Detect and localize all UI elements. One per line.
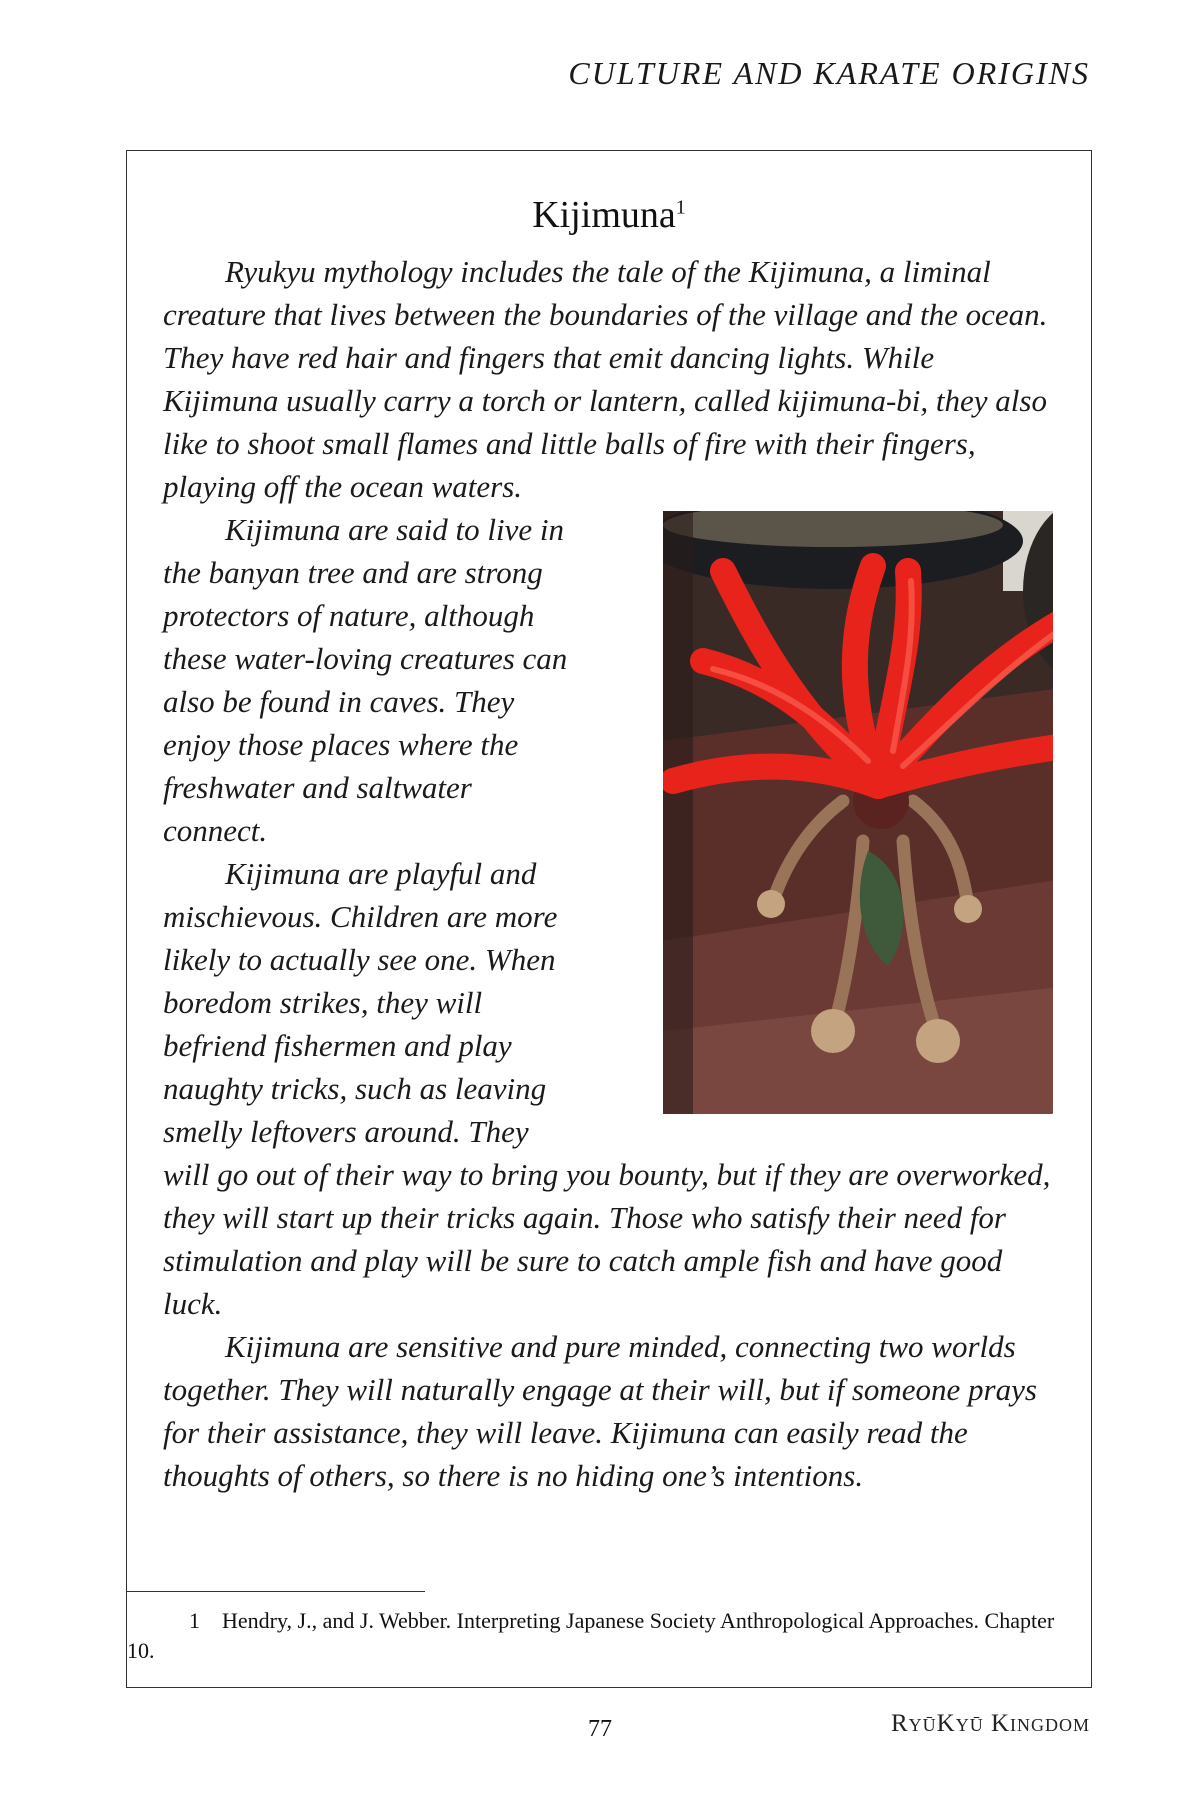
box-title xyxy=(127,193,1091,237)
footnote xyxy=(127,1606,1087,1666)
paragraph-3: Kijimuna are playful and mischievous. Children are more likely to actually see one. When boredom strikes, they will befriend fishermen and play naughty tricks, such as leaving smelly leftovers around. They will go out of their way to bring you bounty, but if they are overworked, they will start up their tricks again. Those who satisfy their need for stimulation and play will be sure to catch ample fish and have good luck. xyxy=(163,856,1051,1321)
page-number: 77 xyxy=(588,1716,612,1742)
footnote-ref[interactable]: 1 xyxy=(675,196,686,219)
photo xyxy=(601,511,1053,1114)
box-title-text: Kijimuna xyxy=(532,194,676,236)
paragraph-4: Kijimuna are sensitive and pure minded, connecting two worlds together. They will naturally engage at their will, but if someone prays for their assistance, they will leave. Kijimuna can easily read the thoughts of others, so there is no hiding one’s intentions. xyxy=(163,1329,1037,1493)
footnote-text: Hendry, J., and J. Webber. Interpreting Japanese Society Anthropological Approaches. Chapter 10. xyxy=(127,1608,1055,1663)
footnote-number: 1 xyxy=(189,1608,200,1633)
paragraph-2-text: Kijimuna are said to live in the banyan tree and are strong protectors of nature, although these water-loving creatures can also be found in caves. They enjoy those places where the freshwater and saltwater connect. xyxy=(163,512,568,848)
box-body xyxy=(163,250,1053,1497)
sidebar-box xyxy=(126,150,1092,1688)
running-footer: RyūKyū Kingdom xyxy=(890,1710,1090,1737)
paragraph-2 xyxy=(163,508,1053,852)
running-header: CULTURE AND KARATE ORIGINS xyxy=(568,55,1090,91)
paragraph-1: Ryukyu mythology includes the tale of the Kijimuna, a liminal creature that lives between the boundaries of the village and the ocean. They have red hair and fingers that emit dancing lights. While Kijimuna usually carry a torch or lantern, called kijimuna-bi, they also like to shoot small flames and little balls of fire with their fingers, playing off the ocean waters. xyxy=(163,254,1048,504)
footnote-divider xyxy=(127,1591,425,1592)
